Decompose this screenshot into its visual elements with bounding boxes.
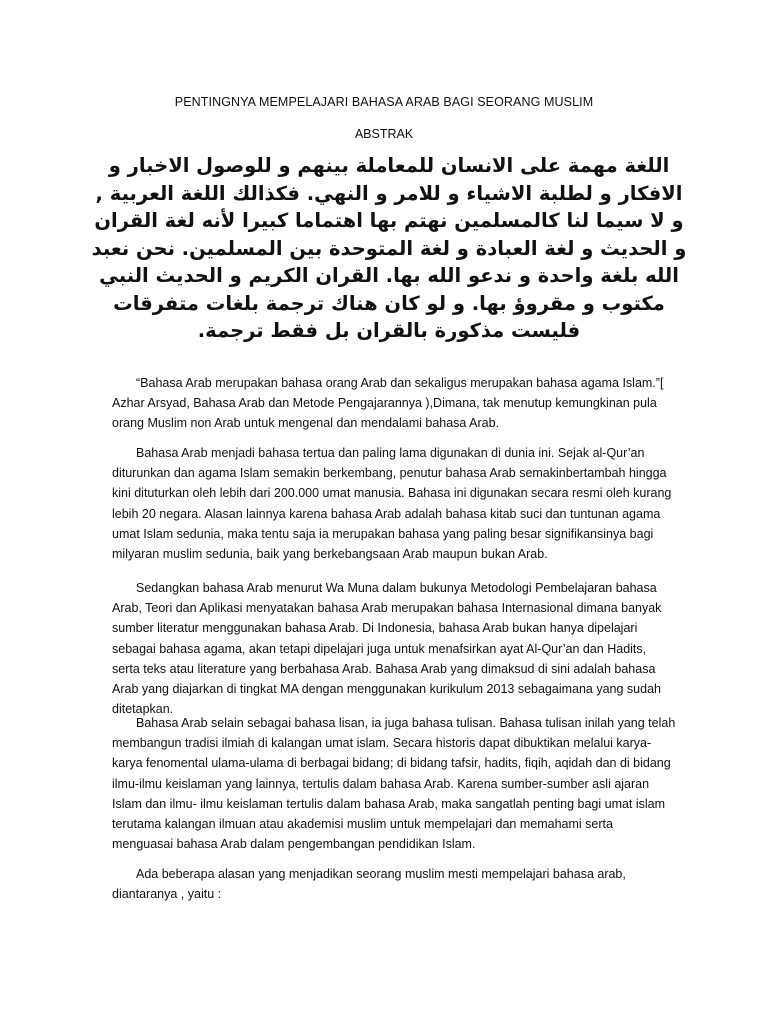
paragraph-text: Sedangkan bahasa Arab menurut Wa Muna dalam bukunya Metodologi Pembelajaran bahasa Arab, Teori dan Aplikasi menyatakan bahasa Arab merupakan bahasa Internasional dimana banyak sumber literatur menggunakan bahasa Arab. Di Indonesia, bahasa Arab bukan hanya dipelajari sebagai bahasa agama, akan tetapi dipelajari juga untuk menafsirkan ayat Al-Qur’an dan Hadits, serta teks atau literature yang berbahasa Arab. Bahasa Arab yang dimaksud di sini adalah bahasa Arab yang diajarkan di tingkat MA dengan menggunakan kurikulum 2013 sebagaimana yang sudah ditetapkan.: [112, 581, 662, 717]
body-paragraph: [112, 373, 677, 434]
paragraph-text: “Bahasa Arab merupakan bahasa orang Arab dan sekaligus merupakan bahasa agama Islam.”[ Azhar Arsyad, Bahasa Arab dan Metode Pengajarannya ),Dimana, tak menutup kemungkinan pula orang Muslim non Arab untuk mengenal dan mendalami bahasa Arab.: [112, 376, 664, 431]
paragraph-text: Ada beberapa alasan yang menjadikan seorang muslim mesti mempelajari bahasa arab, diantaranya , yaitu :: [112, 867, 626, 902]
document-title: PENTINGNYA MEMPELAJARI BAHASA ARAB BAGI SEORANG MUSLIM: [174, 95, 594, 109]
paragraph-text: Bahasa Arab selain sebagai bahasa lisan, ia juga bahasa tulisan. Bahasa tulisan inilah yang telah membangun tradisi ilmiah di kalangan umat islam. Secara historis dapat dibuktikan melalui karya-karya fenomental ulama-ulama di berbagai bidang; di bidang tafsir, hadits, fiqih, aqidah dan di bidang ilmu-ilmu keislaman yang lainnya, tertulis dalam bahasa Arab. Karena sumber-sumber asli ajaran Islam dan ilmu- ilmu keislaman tertulis dalam bahasa Arab, maka sangatlah penting bagi umat islam terutama kalangan ilmuan atau akademisi muslim untuk mempelajari dan memahami serta menguasai bahasa Arab dalam pengembangan pendidikan Islam.: [112, 716, 676, 852]
arabic-paragraph: اللغة مهمة على الانسان للمعاملة بينهم و للوصول الاخبار و الافكار و لطلبة الاشياء و للامر و النهي. فكذالك اللغة العربية , و لا سيما لنا كالمسلمين نهتم بها اهتماما كبيرا لأنه لغة القران و الحديث و لغة العبادة و لغة المتوحدة بين المسلمين. نحن نعبد الله بلغة واحدة و ندعو الله بها. القران الكريم و الحديث النبي مكتوب و مقروؤ بها. و لو كان هناك ترجمة بلغات متفرقات فليست مذكورة بالقران بل فقط ترجمة.: [91, 154, 687, 342]
body-paragraph: [112, 443, 677, 564]
body-paragraph: [112, 578, 677, 719]
body-paragraph: [112, 864, 677, 904]
body-paragraph: [112, 713, 677, 854]
section-heading-abstrak: ABSTRAK: [354, 127, 414, 141]
paragraph-text: Bahasa Arab menjadi bahasa tertua dan paling lama digunakan di dunia ini. Sejak al-Qur’an diturunkan dan agama Islam semakin berkembang, penutur bahasa Arab semakinbertambah hingga kini dituturkan oleh lebih dari 200.000 umat manusia. Bahasa ini digunakan secara resmi oleh kurang lebih 20 negara. Alasan lainnya karena bahasa Arab adalah bahasa kitab suci dan tuntunan agama umat Islam sedunia, maka tentu saja ia merupakan bahasa yang paling besar signifikansinya bagi milyaran muslim sedunia, baik yang berkebangsaan Arab maupun bukan Arab.: [112, 446, 672, 562]
